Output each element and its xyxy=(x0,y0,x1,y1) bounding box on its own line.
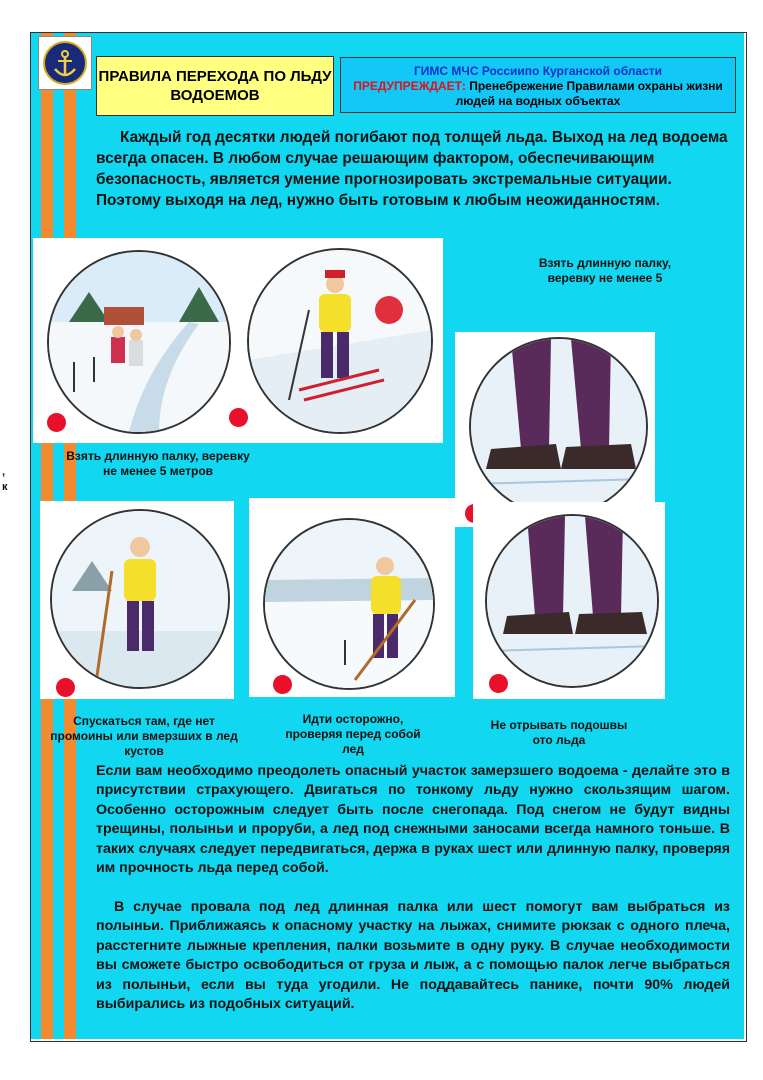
body-paragraph-1: Если вам необходимо преодолеть опасный участок замерзшего водоема - делайте это в присутствии страхующего. Двигаться по тонкому льду нужно скользящим шагом. Особенно осторожным следует быть после снегопада. Под снегом не будут видны трещины, полыньи и проруби, а лед под снежными заносами всегда намного тоньше. В таких случаях следует передвигаться, держа в руках шест или длинную палку, проверяя им прочность льда перед собой. xyxy=(96,763,730,877)
caption-walk-carefully: Идти осторожно, проверяя перед собой лед xyxy=(285,712,421,756)
illustration-descend xyxy=(50,509,230,689)
intro-paragraph: Каждый год десятки людей погибают под толщей льда. Выход на лед водоема всегда опасен. В любом случае решающим фактором, обеспечивающим безопасность, является умение прогнозировать экстремальные ситуации. Поэтому выходя на лед, нужно быть готовым к любым неожиданностям. xyxy=(96,129,728,209)
caption-under-first-row: Взять длинную палку, веревку не менее 5 метров xyxy=(66,449,250,478)
red-dot-marker xyxy=(489,674,508,693)
anchor-emblem-icon xyxy=(39,37,91,89)
caption-descend: Спускаться там, где нет промоины или вмерзших в лед кустов xyxy=(50,714,238,758)
caption-soles: Не отрывать подошвы ото льда xyxy=(490,718,628,747)
illustration-walk-carefully xyxy=(263,518,435,690)
page-title: ПРАВИЛА ПЕРЕХОДА ПО ЛЬДУ ВОДОЕМОВ xyxy=(96,56,334,116)
red-dot-marker xyxy=(229,408,248,427)
warning-text: Пренебрежение Правилами охраны жизни людей на водных объектах xyxy=(455,79,723,108)
warning-line xyxy=(341,79,735,109)
gims-emblem-logo xyxy=(38,36,92,90)
red-dot-marker xyxy=(273,675,292,694)
caption-top-right: Взять длинную палку, веревку не менее 5 xyxy=(538,256,672,285)
illustration-boots-upper xyxy=(469,337,648,516)
warning-box xyxy=(340,57,736,113)
margin-fragment-1: , xyxy=(2,466,6,478)
red-dot-marker xyxy=(56,678,75,697)
illustration-boots-upper-panel xyxy=(455,332,655,527)
warning-label: ПРЕДУПРЕЖДАЕТ: xyxy=(353,79,466,93)
illustration-boots-lower-panel xyxy=(473,502,665,699)
red-dot-marker xyxy=(47,413,66,432)
illustration-descend-panel xyxy=(40,501,234,699)
illustration-walking-path xyxy=(47,250,231,434)
margin-fragment-2: к xyxy=(2,481,8,493)
body-paragraph-2: В случае провала под лед длинная палка или шест помогут вам выбраться из полыньи. Приближаясь к опасному участку на лыжах, снимите рюкзак с одного плеча, расстегните лыжные крепления, палки возьмите в одну руку. В случае необходимости вы сможете быстро освободиться от груза и лыж, а с помощью палок легче выбраться из полыньи, если вы туда угодили. Не поддавайтесь панике, почти 90% людей выбирались из подобных ситуаций. xyxy=(96,899,730,1013)
organization-name: ГИМС МЧС Россиипо Курганской области xyxy=(413,64,663,78)
illustration-skier xyxy=(247,248,433,434)
illustration-walk-carefully-panel xyxy=(249,498,455,697)
illustration-boots-lower xyxy=(485,514,659,688)
illustration-walking-path-panel xyxy=(33,238,443,443)
